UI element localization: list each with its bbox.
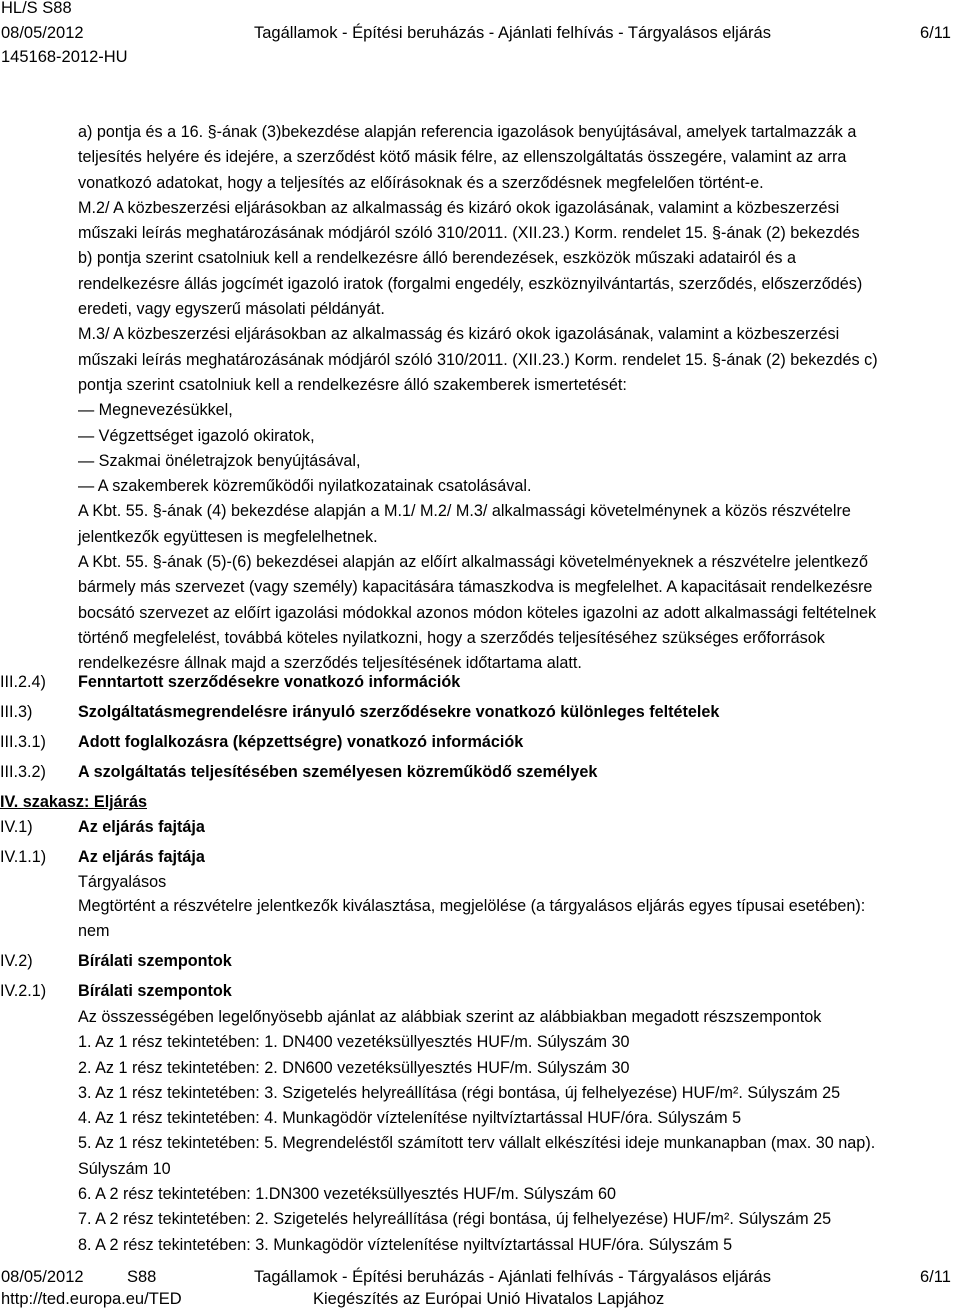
section-title: Adott foglalkozásra (képzettségre) vonatkozó információk bbox=[78, 733, 524, 751]
section-title: Bírálati szempontok bbox=[78, 952, 232, 970]
text-line: bocsátó szervezet az előírt igazolási módokkal azonos módon köteles igazolni az adott alkalmassági feltételnek bbox=[78, 603, 877, 622]
section-title: Bírálati szempontok bbox=[78, 982, 232, 1000]
text-line: teljesítés helyére és idejére, a szerződést kötő másik félre, az ellenszolgáltatás összegére, valamint az arra bbox=[78, 148, 847, 167]
section-number: III.3.1) bbox=[0, 733, 46, 751]
section-iv-heading: IV. szakasz: Eljárás bbox=[0, 793, 147, 811]
text-line: pontja szerint csatolniuk kell a rendelkezésre álló szakemberek ismertetését: bbox=[78, 375, 627, 394]
footer-title: Tagállamok - Építési beruházás - Ajánlati felhívás - Tárgyalásos eljárás bbox=[254, 1268, 771, 1286]
criteria-item: 7. A 2 rész tekintetében: 2. Szigetelés helyreállítása (régi bontása, új felhelyezése) HUF/m². Súlyszám 25 bbox=[78, 1210, 832, 1229]
procedure-type-value: Tárgyalásos bbox=[78, 873, 167, 891]
criteria-item: 4. Az 1 rész tekintetében: 4. Munkagödör víztelenítése nyiltvíztartással HUF/óra. Súlyszám 5 bbox=[78, 1109, 742, 1128]
criteria-item: 8. A 2 rész tekintetében: 3. Munkagödör víztelenítése nyiltvíztartással HUF/óra. Súlyszám 5 bbox=[78, 1235, 733, 1254]
list-item: — Szakmai önéletrajzok benyújtásával, bbox=[78, 451, 361, 470]
text-line: bármely más szervezet (vagy személy) kapacitására támaszkodva is megfelelhet. A kapacitásait rendelkezésre bbox=[78, 578, 873, 597]
header-doc-id: 145168-2012-HU bbox=[1, 48, 128, 66]
list-item: — Végzettséget igazoló okiratok, bbox=[78, 426, 315, 445]
list-item: — Megnevezésükkel, bbox=[78, 401, 233, 420]
criteria-item: 2. Az 1 rész tekintetében: 2. DN600 vezetéksüllyesztés HUF/m. Súlyszám 30 bbox=[78, 1058, 630, 1077]
text-line: A Kbt. 55. §-ának (5)-(6) bekezdései alapján az előírt alkalmassági követelményeknek a részvételre jelentkező bbox=[78, 553, 869, 572]
text-line: rendelkezésre állnak majd a szerződés teljesítésének időtartama alatt. bbox=[78, 654, 582, 673]
footer-url[interactable]: http://ted.europa.eu/TED bbox=[1, 1290, 182, 1308]
list-item: — A szakemberek közreműködői nyilatkozatainak csatolásával. bbox=[78, 477, 532, 496]
section-title: Az eljárás fajtája bbox=[78, 848, 205, 866]
section-number: IV.2) bbox=[0, 952, 33, 970]
criteria-item: Súlyszám 10 bbox=[78, 1159, 171, 1178]
selection-answer: nem bbox=[78, 922, 110, 940]
section-title: Az eljárás fajtája bbox=[78, 818, 205, 836]
section-number: IV.1.1) bbox=[0, 848, 47, 866]
section-number: IV.2.1) bbox=[0, 982, 47, 1000]
criteria-item: 6. A 2 rész tekintetében: 1.DN300 vezetéksüllyesztés HUF/m. Súlyszám 60 bbox=[78, 1185, 617, 1204]
text-line: eredeti, vagy egyszerű másolati példányát. bbox=[78, 300, 385, 319]
footer-subtitle: Kiegészítés az Európai Unió Hivatalos Lapjához bbox=[313, 1290, 665, 1308]
text-line: jelentkezők együttesen is megfelelhetnek. bbox=[78, 527, 378, 546]
criteria-intro: Az összességében legelőnyösebb ajánlat az alábbiak szerint az alábbiakban megadott részszempontok bbox=[78, 1008, 822, 1026]
text-line: a) pontja és a 16. §-ának (3)bekezdése alapján referencia igazolások benyújtásával, amelyek tartalmazzák a bbox=[78, 123, 857, 141]
criteria-block bbox=[78, 1005, 960, 1258]
selection-question: Megtörtént a részvételre jelentkezők kiválasztása, megjelölése (a tárgyalásos eljárás egyes típusai esetében): bbox=[78, 897, 866, 915]
text-line: történő megfelelést, továbbá köteles nyilatkozni, hogy a szerződés teljesítéséhez szükséges erőforrások bbox=[78, 628, 825, 647]
footer-page: 6/11 bbox=[920, 1268, 951, 1286]
text-line: A Kbt. 55. §-ának (4) bekezdése alapján a M.1/ M.2/ M.3/ alkalmassági követelménynek a közös részvételre bbox=[78, 502, 851, 521]
header-title: Tagállamok - Építési beruházás - Ajánlati felhívás - Tárgyalásos eljárás bbox=[254, 24, 771, 42]
text-line: műszaki leírás meghatározásának módjáról szóló 310/2011. (XII.23.) Korm. rendelet 15. §-ának (2) bekezdés bbox=[78, 224, 860, 243]
text-line: M.2/ A közbeszerzési eljárásokban az alkalmasság és kizáró okok igazolásának, valamint a közbeszerzési bbox=[78, 198, 840, 217]
header-page: 6/11 bbox=[920, 24, 951, 42]
text-line: b) pontja szerint csatolniuk kell a rendelkezésre álló berendezések, eszközök műszaki adatairól és a bbox=[78, 249, 797, 268]
text-line: vonatkozó adatokat, hogy a teljesítés az előírásoknak és a szerződésnek megfelelően történt-e. bbox=[78, 173, 764, 192]
criteria-item: 5. Az 1 rész tekintetében: 5. Megrendeléstől számított terv vállalt elkészítési ideje munkanapban (max. 30 nap). bbox=[78, 1134, 876, 1153]
header-series: HL/S S88 bbox=[1, 0, 72, 17]
section-title: Fenntartott szerződésekre vonatkozó információk bbox=[78, 673, 461, 691]
section-title: A szolgáltatás teljesítésében személyesen közreműködő személyek bbox=[78, 763, 598, 781]
section-title: Szolgáltatásmegrendelésre irányuló szerződésekre vonatkozó különleges feltételek bbox=[78, 703, 720, 721]
text-line: műszaki leírás meghatározásának módjáról szóló 310/2011. (XII.23.) Korm. rendelet 15. §-ának (2) bekezdés c) bbox=[78, 350, 878, 369]
section-number: III.3.2) bbox=[0, 763, 46, 781]
section-number: IV.1) bbox=[0, 818, 33, 836]
criteria-item: 1. Az 1 rész tekintetében: 1. DN400 vezetéksüllyesztés HUF/m. Súlyszám 30 bbox=[78, 1033, 630, 1052]
footer-series: S88 bbox=[127, 1268, 157, 1286]
footer-date: 08/05/2012 bbox=[1, 1268, 84, 1286]
section-number: III.2.4) bbox=[0, 673, 46, 691]
text-line: rendelkezésre állás jogcímét igazoló iratok (forgalmi engedély, eszköznyilvántartás, szerződés, előszerződés) bbox=[78, 274, 863, 293]
text-line: M.3/ A közbeszerzési eljárásokban az alkalmasság és kizáró okok igazolásának, valamint a közbeszerzési bbox=[78, 325, 840, 344]
header-date: 08/05/2012 bbox=[1, 24, 84, 42]
criteria-item: 3. Az 1 rész tekintetében: 3. Szigetelés helyreállítása (régi bontása, új felhelyezése) HUF/m². Súlyszám 25 bbox=[78, 1083, 841, 1102]
section-number: III.3) bbox=[0, 703, 33, 721]
continued-paragraph bbox=[78, 120, 960, 677]
